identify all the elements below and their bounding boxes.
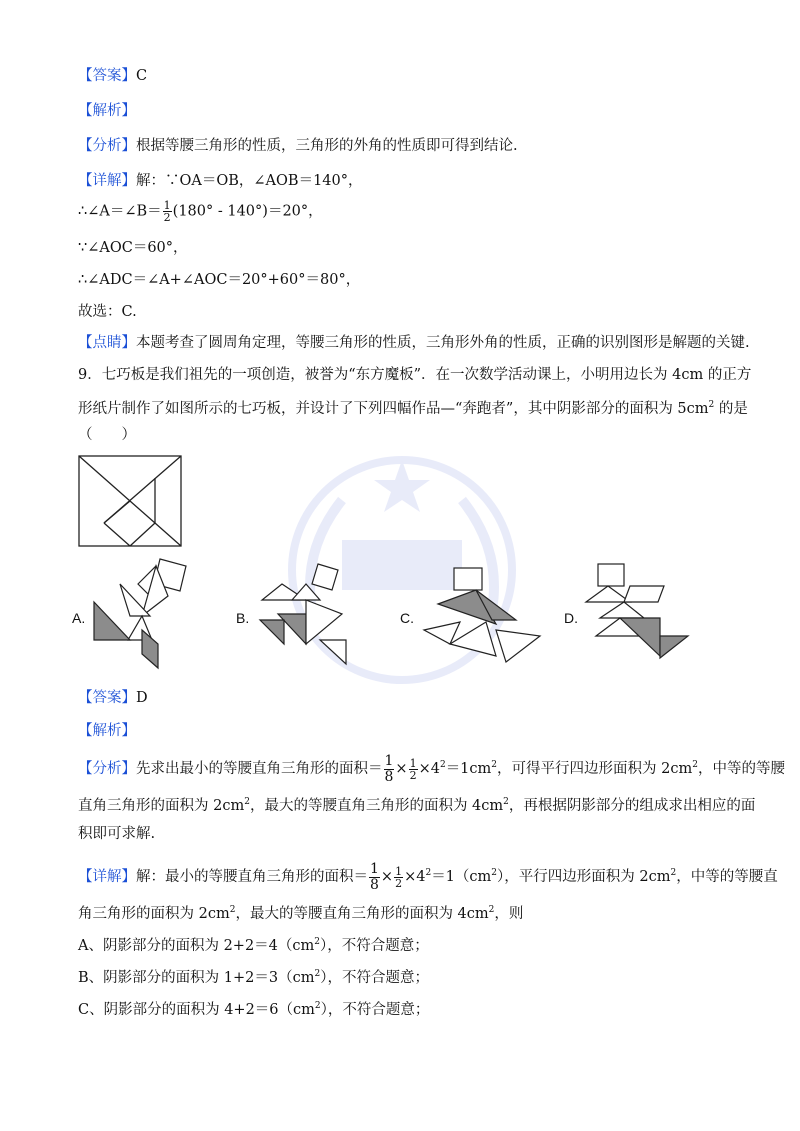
fraction xyxy=(384,754,395,785)
superscript: 2 xyxy=(670,868,677,878)
superscript: 2 xyxy=(314,969,321,979)
superscript: 2 xyxy=(314,1001,321,1011)
superscript: 2 xyxy=(491,868,498,878)
answer-blank: （ ） xyxy=(78,427,136,443)
jiexi-tag: 【解析】 xyxy=(78,103,136,119)
detail-text: ，则 xyxy=(494,906,524,922)
fraction xyxy=(409,758,418,781)
detail-text: ，最大的等腰直角三角形的面积为 4cm xyxy=(235,906,489,922)
superscript: 2 xyxy=(692,760,698,770)
fraction xyxy=(163,200,172,223)
fraction-denominator: 2 xyxy=(163,211,171,224)
analysis-text: 根据等腰三角形的性质，三角形的外角的性质即可得到结论. xyxy=(136,138,518,154)
q9-option-c-explanation xyxy=(78,996,429,1020)
q9-jiexi-line xyxy=(78,721,136,741)
q9-option-b-explanation xyxy=(78,964,429,988)
detail-text: ∴∠ADC＝∠A+∠AOC＝20°+60°＝80°， xyxy=(78,272,361,288)
option-c-figure[interactable] xyxy=(420,564,546,668)
explanation-text: A、阴影部分的面积为 2+2＝4（cm xyxy=(78,938,315,954)
q9-stem-line-1 xyxy=(78,365,751,385)
q9-detail-line-1 xyxy=(78,860,778,893)
stem-text: 的是 xyxy=(714,401,748,417)
times-sign: × xyxy=(380,869,394,885)
fraction-numerator: 1 xyxy=(370,860,379,877)
superscript: 2 xyxy=(314,937,321,947)
superscript: 2 xyxy=(708,400,715,410)
detail-text: ，中等的等腰直 xyxy=(676,869,778,885)
detail-text: (180° - 140°)＝20°， xyxy=(172,203,323,220)
analysis-text: ＝1cm xyxy=(445,761,492,777)
detail-text: ），平行四边形面积为 2cm xyxy=(497,869,671,885)
detail-tag: 【详解】 xyxy=(78,869,136,885)
analysis-text: 先求出最小的等腰直角三角形的面积＝ xyxy=(136,761,383,777)
q8-comment-line xyxy=(78,333,750,353)
stem-text: 形纸片制作了如图所示的七巧板，并设计了下列四幅作品—“奔跑者”，其中阴影部分的面积为 5cm xyxy=(78,401,709,417)
option-a-label: A. xyxy=(72,610,86,626)
q9-stem-line-3 xyxy=(78,425,136,445)
detail-tag: 【详解】 xyxy=(78,173,136,189)
detail-text: 解：最小的等腰直角三角形的面积＝ xyxy=(136,869,368,885)
fraction xyxy=(369,862,380,893)
superscript: 2 xyxy=(425,868,432,878)
analysis-tag: 【分析】 xyxy=(78,138,136,154)
fraction-denominator: 8 xyxy=(370,876,379,893)
option-b-label: B. xyxy=(236,610,250,626)
analysis-text: ，可得平行四边形面积为 2cm xyxy=(497,761,693,777)
answer-value: C xyxy=(136,68,148,84)
detail-text: 解：∵OA＝OB，∠AOB＝140°， xyxy=(136,173,363,189)
explanation-text: ），不符合题意； xyxy=(320,1002,430,1018)
superscript: 2 xyxy=(244,797,250,807)
q9-option-a-explanation xyxy=(78,932,429,956)
fraction-numerator: 1 xyxy=(384,752,394,769)
option-a-figure[interactable] xyxy=(90,556,200,674)
answer-tag: 【答案】 xyxy=(78,690,136,706)
superscript: 2 xyxy=(503,797,509,807)
tangram-square-figure xyxy=(78,455,182,547)
fraction-numerator: 1 xyxy=(395,864,403,878)
jiexi-tag: 【解析】 xyxy=(78,723,136,739)
q8-detail-line-3 xyxy=(78,238,188,258)
fraction-denominator: 2 xyxy=(409,768,417,782)
detail-text: 故选：C. xyxy=(78,304,137,320)
q9-answer-line xyxy=(78,688,148,708)
comment-text: 本题考查了圆周角定理，等腰三角形的性质，三角形外角的性质，正确的识别图形是解题的关键. xyxy=(136,335,750,351)
superscript: 2 xyxy=(488,905,495,915)
fraction-denominator: 2 xyxy=(395,876,403,890)
explanation-text: ），不符合题意； xyxy=(320,938,429,954)
option-d-label: D. xyxy=(564,610,578,626)
explanation-text: B、阴影部分的面积为 1+2＝3（cm xyxy=(78,970,315,986)
comment-tag: 【点睛】 xyxy=(78,335,136,351)
q9-analysis-line-3 xyxy=(78,824,155,844)
q8-jiexi-line xyxy=(78,101,136,121)
q9-detail-line-2 xyxy=(78,900,523,924)
q8-analysis-line xyxy=(78,136,518,156)
fraction-denominator: 8 xyxy=(384,768,394,785)
detail-text: ∴∠A＝∠B＝ xyxy=(78,203,162,220)
times-sign: × xyxy=(395,761,408,777)
superscript: 2 xyxy=(229,905,236,915)
superscript: 2 xyxy=(491,760,498,770)
q8-detail-line-1 xyxy=(78,171,363,191)
answer-value: D xyxy=(136,690,148,706)
q9-stem-line-2 xyxy=(78,395,748,419)
detail-text: ∵∠AOC＝60°， xyxy=(78,240,188,256)
detail-text: 角三角形的面积为 2cm xyxy=(78,906,230,922)
q8-detail-line-4 xyxy=(78,270,360,290)
analysis-text: ，最大的等腰直角三角形的面积为 4cm xyxy=(249,798,504,814)
fraction-numerator: 1 xyxy=(409,756,417,770)
analysis-tag: 【分析】 xyxy=(78,761,136,777)
stem-text: 9．七巧板是我们祖先的一项创造，被誉为“东方魔板”．在一次数学活动课上，小明用边长为 4cm 的正方 xyxy=(78,367,752,383)
detail-text: ＝1（cm xyxy=(431,869,492,885)
q8-detail-line-5 xyxy=(78,302,137,322)
option-b-figure[interactable] xyxy=(258,562,358,666)
q9-analysis-line-1 xyxy=(78,752,785,785)
superscript: 2 xyxy=(439,760,446,770)
analysis-text: ×4 xyxy=(418,761,440,777)
option-d-figure[interactable] xyxy=(584,562,690,666)
fraction-numerator: 1 xyxy=(163,199,171,212)
fraction xyxy=(394,866,403,889)
detail-text: ×4 xyxy=(404,869,426,885)
q9-analysis-line-2 xyxy=(78,792,755,816)
analysis-text: ，中等的等腰 xyxy=(697,761,785,777)
option-c-label: C. xyxy=(400,610,414,626)
analysis-text: 积即可求解. xyxy=(78,826,156,842)
q8-answer-line xyxy=(78,66,147,86)
answer-tag: 【答案】 xyxy=(78,68,136,84)
analysis-text: ，再根据阴影部分的组成求出相应的面 xyxy=(508,798,756,814)
explanation-text: C、阴影部分的面积为 4+2＝6（cm xyxy=(78,1002,315,1018)
analysis-text: 直角三角形的面积为 2cm xyxy=(78,798,245,814)
q8-detail-line-2 xyxy=(78,200,323,223)
explanation-text: ），不符合题意； xyxy=(320,970,429,986)
